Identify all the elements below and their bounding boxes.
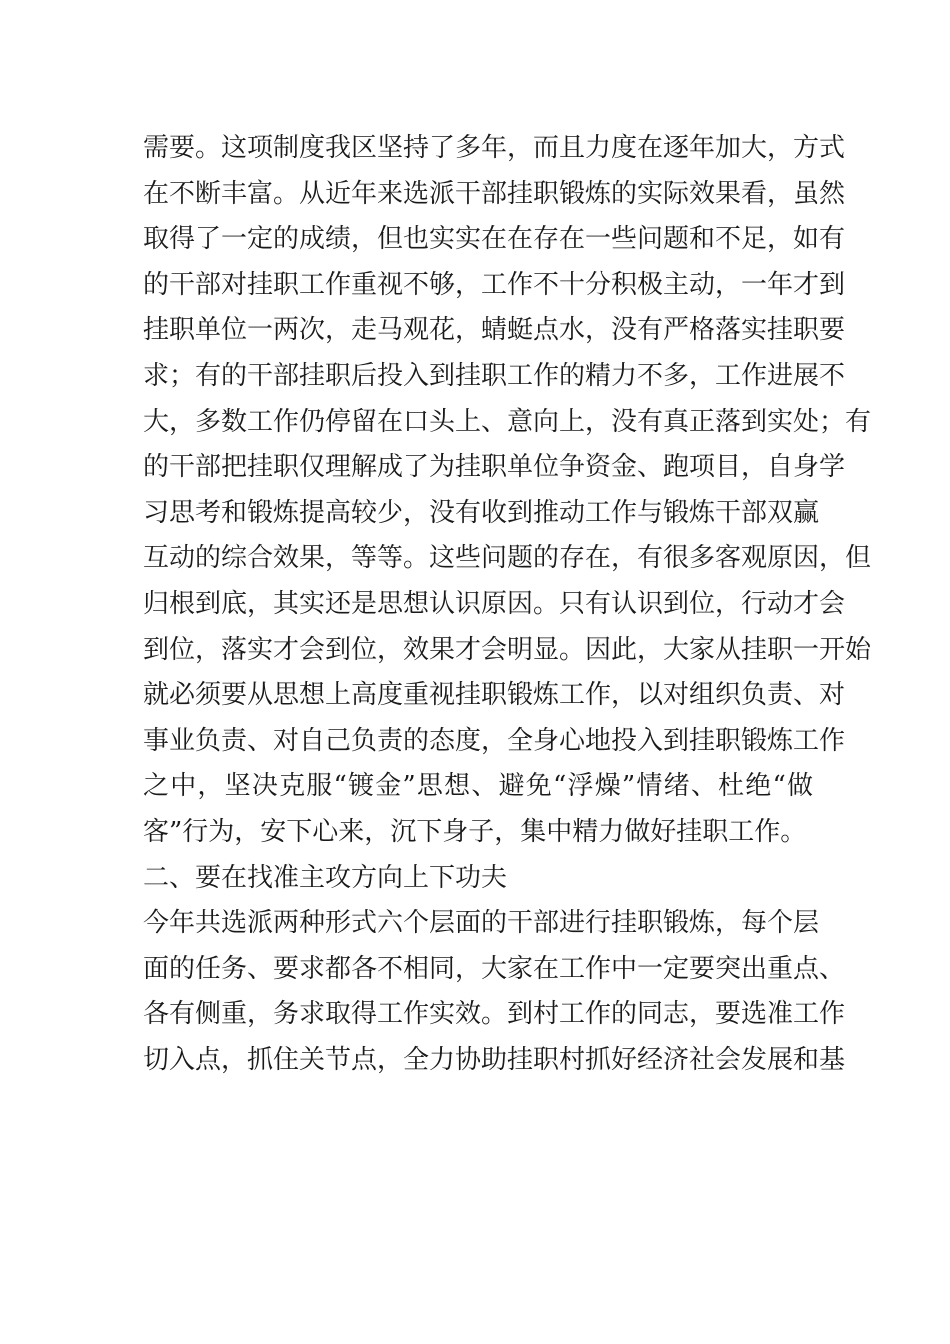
text-line: 归根到底，其实还是思想认识原因。只有认识到位，行动才会 [143, 588, 846, 619]
text-line: 挂职单位一两次，走马观花，蜻蜓点水，没有严格落实挂职要 [143, 315, 846, 346]
text-line: 之中，坚决克服“镀金”思想、避免“浮燥”情绪、杜绝“做 [143, 771, 813, 802]
text-line: 事业负责、对自己负责的态度，全身心地投入到挂职锻炼工作 [143, 725, 846, 756]
text-line: 在不断丰富。从近年来选派干部挂职锻炼的实际效果看，虽然 [143, 178, 846, 209]
text-line: 面的任务、要求都各不相同，大家在工作中一定要突出重点、 [143, 953, 846, 984]
text-line: 今年共选派两种形式六个层面的干部进行挂职锻炼，每个层 [143, 908, 820, 939]
text-line: 的干部把挂职仅理解成了为挂职单位争资金、跑项目，自身学 [143, 452, 846, 483]
text-line: 切入点，抓住关节点，全力协助挂职村抓好经济社会发展和基 [143, 1044, 846, 1075]
text-line: 的干部对挂职工作重视不够，工作不十分积极主动，一年才到 [143, 269, 846, 300]
text-line: 需要。这项制度我区坚持了多年，而且力度在逐年加大，方式 [143, 133, 846, 163]
text-line: 客”行为，安下心来，沉下身子，集中精力做好挂职工作。 [143, 816, 807, 847]
text-line: 求；有的干部挂职后投入到挂职工作的精力不多，工作进展不 [143, 360, 846, 391]
text-line: 取得了一定的成绩，但也实实在在存在一些问题和不足，如有 [143, 224, 846, 255]
text-line: 到位，落实才会到位，效果才会明显。因此，大家从挂职一开始 [143, 634, 872, 665]
body-text [143, 126, 872, 1083]
section-heading: 二、要在找准主攻方向上下功夫 [143, 862, 508, 893]
text-line: 各有侧重，务求取得工作实效。到村工作的同志，要选准工作 [143, 999, 846, 1030]
text-line: 互动的综合效果，等等。这些问题的存在，有很多客观原因，但 [143, 543, 872, 574]
text-line: 习思考和锻炼提高较少，没有收到推动工作与锻炼干部双赢 [143, 497, 820, 528]
text-line: 就必须要从思想上高度重视挂职锻炼工作，以对组织负责、对 [143, 680, 846, 711]
text-line: 大，多数工作仍停留在口头上、意向上，没有真正落到实处；有 [143, 406, 872, 437]
